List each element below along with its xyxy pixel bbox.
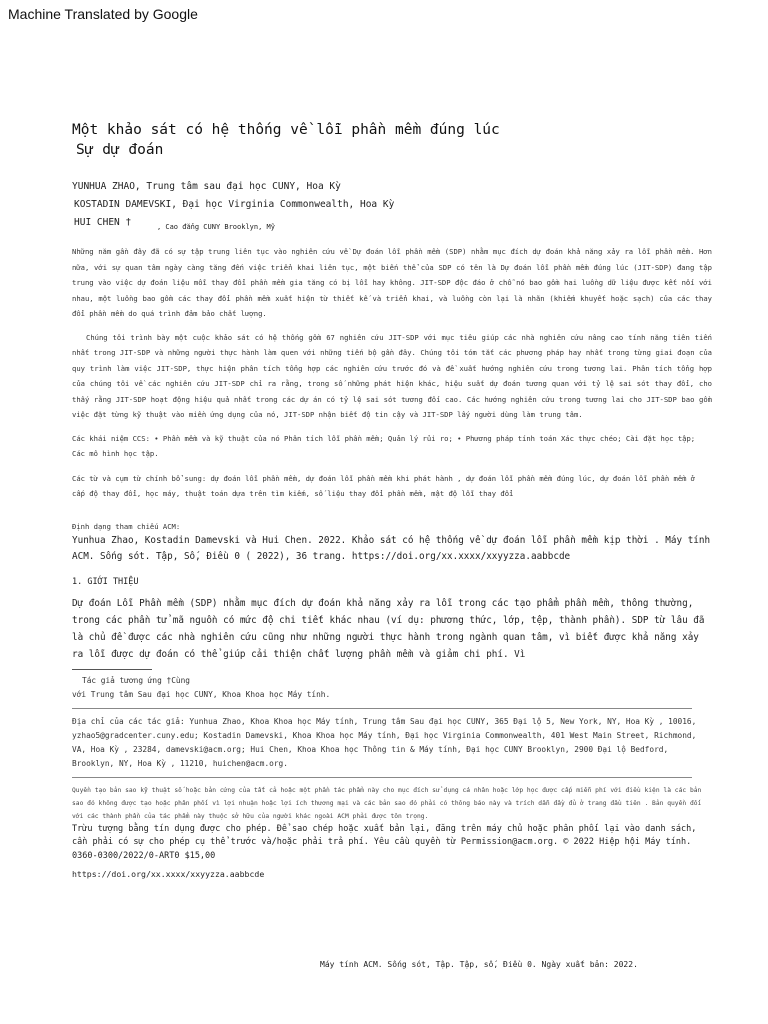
author-1: YUNHUA ZHAO, Trung tâm sau đại học CUNY, Hoa Kỳ <box>72 181 341 192</box>
paper-first-page <box>72 120 712 879</box>
introduction-paragraph: Dự đoán Lỗi Phần mềm (SDP) nhằm mục đích dự đoán khả năng xảy ra lỗi trong các tạo phẩm phần mềm, thông thường, trong các phần tử mã nguồn có mức độ chi tiết khác nhau (ví dụ: phương thức, lớp, tệp, thành phần). SDP từ lâu đã là chủ đề được các nhà nghiên cứu cũng như những người thực hành trong ngành quan tâm, vì biết được khả năng xảy ra lỗi được dự đoán có thể giúp cải thiện chất lượng phần mềm và giảm chi phí. Vì <box>72 597 705 660</box>
author-list <box>72 178 712 236</box>
paper-title <box>72 120 712 160</box>
abstract-paragraph-1: Những năm gần đây đã có sự tập trung liên tục vào nghiên cứu về Dự đoán lỗi phần mềm (SDP) nhằm mục đích dự đoán khả năng xảy ra lỗi phần mềm. Hơn nữa, với sự quan tâm ngày càng tăng đến việc triển khai liên tục, một biến thể của SDP có tên là Dự đoán lỗi phần mềm đúng lúc (JIT-SDP) đang tập trung vào việc dự đoán liệu mỗi thay đổi phần mềm gia tăng có bị lỗi hay không. JIT-SDP độc đáo ở chỗ nó bao gồm hai luồng dữ liệu được kết nối với nhau, một luồng bao gồm các thay đổi phần mềm xuất hiện từ thiết kế và triển khai, và luồng còn lại là nhãn (khiếm khuyết hoặc sạch) của các thay đổi phần mềm do quá trình đảm bảo chất lượng. <box>72 247 712 318</box>
copyright-divider <box>72 777 692 778</box>
abstract-paragraph-2: Chúng tôi trình bày một cuộc khảo sát có hệ thống gồm 67 nghiên cứu JIT-SDP với mục tiêu giúp các nhà nghiên cứu nâng cao tính năng tiên tiến nhất trong JIT-SDP và những người thực hành làm quen với những tiến bộ gần đây. Chúng tôi tóm tắt các phương pháp hay nhất trong từng giai đoạn của quy trình làm việc JIT-SDP, thực hiện phân tích tổng hợp các nghiên cứu trước đó và đề xuất hướng nghiên cứu trong tương lai. Phân tích tổng hợp của chúng tôi về các nghiên cứu JIT-SDP chỉ ra rằng, trong số những phát hiện khác, hiệu suất dự đoán tương quan với tỷ lệ sai sót thay đổi, cho thấy rằng JIT-SDP hoạt động hiệu quả nhất trong các dự án có tỷ lệ sai sót tương đối cao. Các hướng nghiên cứu trong tương lai cho JIT-SDP bao gồm việc đặt từng kỹ thuật vào miền ứng dụng của nó, JIT-SDP nhận biết độ tin cậy và JIT-SDP lấy người dùng làm trung tâm. <box>72 332 712 419</box>
footnote <box>72 674 712 702</box>
section-heading-introduction: 1. GIỚI THIỆU <box>72 576 139 587</box>
page-footer: Máy tính ACM. Sống sót, Tập. Tập, số, Điều 0. Ngày xuất bản: 2022. <box>320 960 638 969</box>
address-divider <box>72 708 692 709</box>
author-3-name: HUI CHEN † <box>74 217 132 228</box>
footnote-line-2: với Trung tâm Sau đại học CUNY, Khoa Khoa học Máy tính. <box>72 689 331 699</box>
author-3 <box>74 214 712 236</box>
author-2: KOSTADIN DAMEVSKI, Đại học Virginia Commonwealth, Hoa Kỳ <box>74 199 395 210</box>
author-addresses: Địa chỉ của các tác giả: Yunhua Zhao, Khoa Khoa học Máy tính, Trung tâm Sau đại học CUNY, 365 Đại lộ 5, New York, NY, Hoa Kỳ , 10016, yzhao5@gradcenter.cuny.edu; Kostadin Damevski, Khoa Khoa học Máy tính, Đại học Virginia Commonwealth, 401 West Main Street, Richmond, VA, Hoa Kỳ , 23284, damevski@acm.org; Hui Chen, Khoa Khoa học Thông tin & Máy tính, Đại học CUNY Brooklyn, 2900 Đại lộ Bedford, Brooklyn, NY, Hoa Kỳ , 11210, huichen@acm.org. <box>72 716 697 768</box>
paper-title-line2: Sự dự đoán <box>76 142 164 158</box>
reference-format-body: Yunhua Zhao, Kostadin Damevski và Hui Chen. 2022. Khảo sát có hệ thống về dự đoán lỗi phần mềm kịp thời . Máy tính ACM. Sống sót. Tập, Số, Điều 0 ( 2022), 36 trang. https://doi.org/xx.xxxx/xxyyzza.aabbcde <box>72 534 711 562</box>
footnote-line-1: Tác giả tương ứng †Cùng <box>82 675 190 685</box>
abstract <box>72 244 712 423</box>
copyright-notice: Quyền tạo bản sao kỹ thuật số hoặc bản cứng của tất cả hoặc một phần tác phẩm này cho mục đích sử dụng cá nhân hoặc lớp học được cấp miễn phí với điều kiện là các bản sao đó không được tạo hoặc phân phối vì lợi nhuận hoặc lợi ích thương mại và các bản sao đó phải có thông báo này và trích dẫn đầy đủ ở trang đầu tiên . Bản quyền đối với các thành phần của tác phẩm này thuộc sở hữu của người khác ngoài ACM phải được tôn trọng. <box>72 786 702 820</box>
author-3-affiliation: , Cao đẳng CUNY Brooklyn, Mỹ <box>156 223 275 231</box>
footnote-divider <box>72 669 152 670</box>
machine-translation-banner: Machine Translated by Google <box>8 6 198 22</box>
paper-title-line1: Một khảo sát có hệ thống về lỗi phần mềm đúng lúc <box>72 122 500 138</box>
ccs-concepts: Các khái niệm CCS: • Phần mềm và kỹ thuật của nó Phân tích lỗi phần mềm; Quản lý rủi ro; • Phương pháp tính toán Xác thực chéo; Cài đặt học tập; Các mô hình học tập. <box>72 433 696 458</box>
issn-line: 0360-0300/2022/0-ART0 $15,00 <box>72 850 216 861</box>
permission-notice: Trừu tượng bằng tín dụng được cho phép. Để sao chép hoặc xuất bản lại, đăng trên máy chủ hoặc phân phối lại vào danh sách, cần phải có sự cho phép cụ thể trước và/hoặc phải trả phí. Yêu cầu quyền từ Permission@acm.org. © 2022 Hiệp hội Máy tính. <box>72 823 697 847</box>
keywords: Các từ và cụm từ chính bổ sung: dự đoán lỗi phần mềm, dự đoán lỗi phần mềm khi phát hành , dự đoán lỗi phần mềm đúng lúc, dự đoán lỗi phần mềm ở cấp độ thay đổi, học máy, thuật toán dựa trên tìm kiếm, số liệu thay đổi phần mềm, mật độ lỗi thay đổi <box>72 473 696 498</box>
reference-format-heading: Định dạng tham chiếu ACM: <box>72 521 181 531</box>
doi-link[interactable]: https://doi.org/xx.xxxx/xxyyzza.aabbcde <box>72 869 265 879</box>
